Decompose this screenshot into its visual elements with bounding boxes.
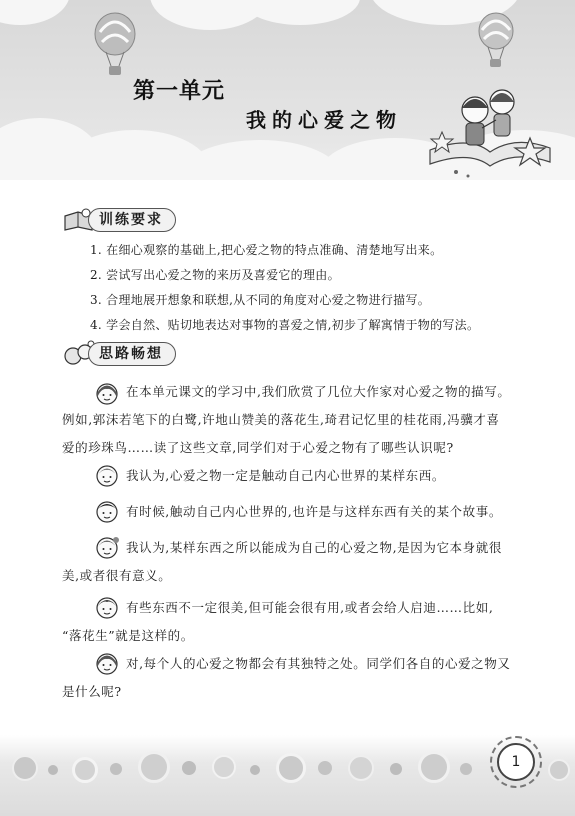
dialogue-paragraph [62, 462, 445, 490]
children-on-book-illustration [420, 80, 560, 180]
decorative-dot [418, 751, 450, 783]
dialogue-line: 对,每个人的心爱之物都会有其独特之处。同学们各自的心爱之物又 [126, 656, 511, 671]
cloud-decoration [240, 0, 360, 25]
dialogue-paragraph [62, 650, 510, 706]
lesson-title: 我的心爱之物 [246, 108, 402, 132]
dialogue-paragraph [62, 378, 510, 462]
dialogue-paragraph [62, 498, 502, 526]
dialogue-line: 我认为,某样东西之所以能成为自己的心爱之物,是因为它本身就很 [126, 540, 502, 555]
decorative-dot [48, 765, 58, 775]
dialogue-line: 有时候,触动自己内心世界的,也许是与这样东西有关的某个故事。 [126, 504, 502, 519]
hot-air-balloon-icon [476, 12, 516, 70]
dialogue-paragraph [62, 594, 493, 650]
decorative-dot [212, 755, 236, 779]
section-title-label: 思路畅想 [88, 342, 176, 366]
requirement-item: 1. 在细心观察的基础上,把心爱之物的特点准确、清楚地写出来。 [90, 243, 443, 257]
decorative-dot [110, 763, 122, 775]
decorative-dot [348, 755, 374, 781]
requirement-item: 3. 合理地展开想象和联想,从不同的角度对心爱之物进行描写。 [90, 293, 431, 307]
decorative-dot [138, 751, 170, 783]
decorative-dot [548, 759, 570, 781]
dialogue-line: 爱的珍珠鸟……读了这些文章,同学们对于心爱之物有了哪些认识呢? [62, 440, 454, 455]
decorative-dot [72, 757, 98, 783]
decorative-dot [460, 763, 472, 775]
dialogue-line: 我认为,心爱之物一定是触动自己内心世界的某样东西。 [126, 468, 445, 483]
dialogue-line: 例如,郭沫若笔下的白鹭,许地山赞美的落花生,琦君记忆里的桂花雨,冯骥才喜 [62, 412, 500, 427]
requirement-item: 2. 尝试写出心爱之物的来历及喜爱它的理由。 [90, 268, 340, 282]
dialogue-line: 美,或者很有意义。 [62, 568, 172, 583]
dialogue-paragraph [62, 534, 502, 590]
dialogue-line: 是什么呢? [62, 684, 122, 699]
hot-air-balloon-icon [92, 12, 138, 78]
decorative-dot [390, 763, 402, 775]
dialogue-line: 有些东西不一定很美,但可能会很有用,或者会给人启迪……比如, [126, 600, 494, 615]
dialogue-line: “落花生”就是这样的。 [62, 628, 194, 643]
unit-title: 第一单元 [133, 79, 226, 104]
cloud-decoration [180, 140, 340, 180]
page-footer-decoration [0, 735, 575, 816]
decorative-dot [276, 753, 306, 783]
decorative-dot [182, 761, 196, 775]
cloud-decoration [0, 0, 70, 25]
section-title-label: 训练要求 [88, 208, 176, 232]
requirement-item: 4. 学会自然、贴切地表达对事物的喜爱之情,初步了解寓情于物的写法。 [90, 318, 480, 332]
decorative-dot [12, 755, 38, 781]
decorative-dot [250, 765, 260, 775]
decorative-dot [318, 761, 332, 775]
page-number: 1 [497, 743, 535, 781]
dialogue-line: 在本单元课文的学习中,我们欣赏了几位大作家对心爱之物的描写。 [126, 384, 511, 399]
